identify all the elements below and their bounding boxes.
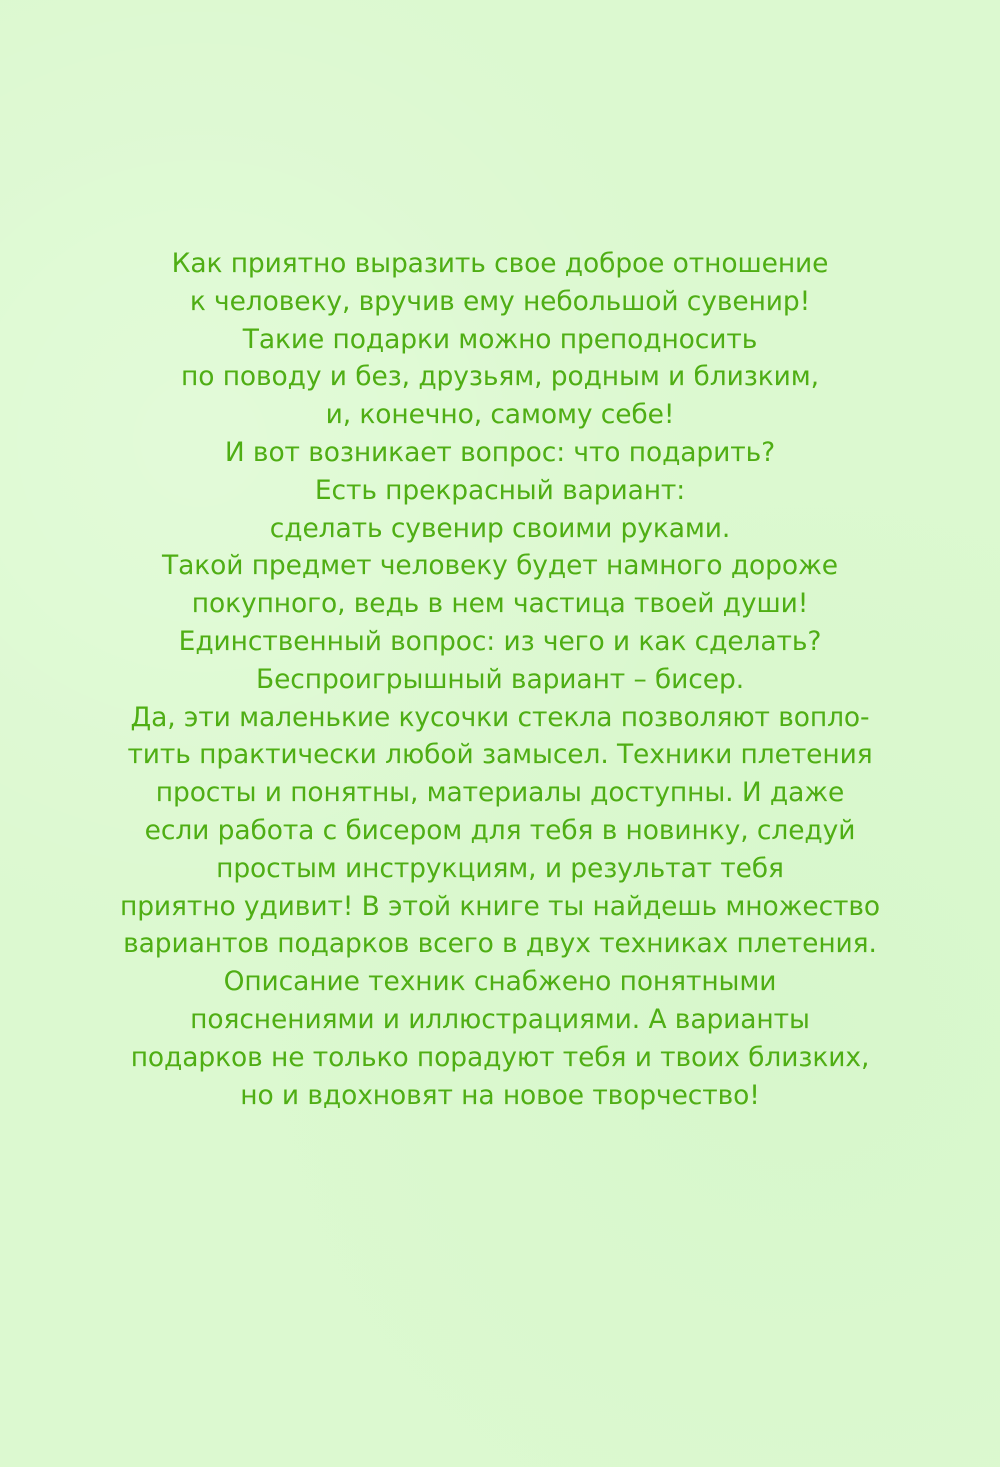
text-line: тить практически любой замысел. Техники плетения [127,739,873,771]
text-line: приятно удивит! В этой книге ты найдешь множество [119,890,881,922]
text-line: к человеку, вручив ему небольшой сувенир! [189,285,811,317]
text-line: Такой предмет человеку будет намного дороже [162,550,838,582]
text-line: но и вдохновят на новое творчество! [240,1079,760,1111]
text-line: Такие подарки можно преподносить [242,323,758,355]
text-line: Единственный вопрос: из чего и как сделать? [178,625,822,657]
intro-text [0,245,1000,1114]
text-line: простым инструкциям, и результат тебя [216,852,784,884]
text-line: Как приятно выразить свое доброе отношение [171,248,829,279]
text-line: сделать сувенир своими руками. [269,512,731,544]
text-line: Да, эти маленькие кусочки стекла позволяют вопло- [130,701,870,733]
text-line: подарков не только порадуют тебя и твоих близких, [130,1041,870,1073]
text-line: И вот возникает вопрос: что подарить? [224,436,776,468]
text-line: Беспроигрышный вариант – бисер. [255,663,745,695]
text-line: по поводу и без, друзьям, родным и близким, [181,361,819,393]
text-line: пояснениями и иллюстрациями. А варианты [190,1003,810,1035]
text-line: вариантов подарков всего в двух техниках плетения. [123,928,877,960]
text-line: Описание техник снабжено понятными [223,966,777,998]
text-line: и, конечно, самому себе! [325,399,675,431]
text-line: покупного, ведь в нем частица твоей души! [191,588,809,620]
text-line: просты и понятны, материалы доступны. И даже [155,777,845,809]
text-line: если работа с бисером для тебя в новинку, следуй [144,814,856,846]
text-line: Есть прекрасный вариант: [314,474,686,506]
